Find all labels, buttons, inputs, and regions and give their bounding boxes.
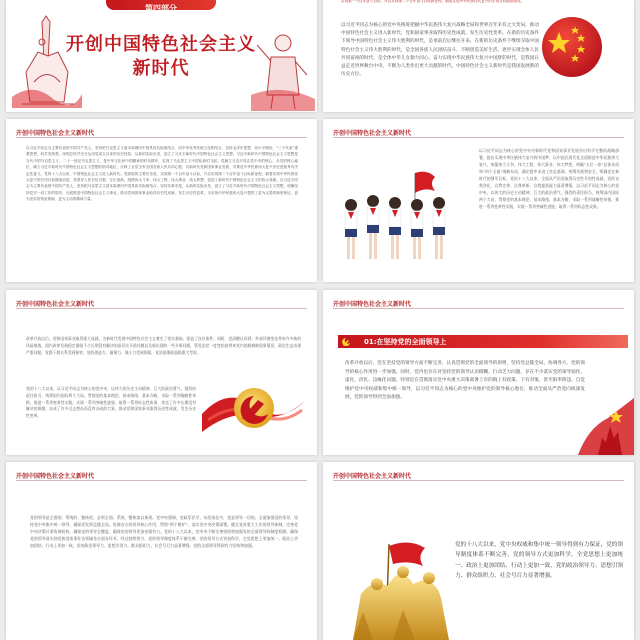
section-bar-01 (338, 335, 628, 348)
section-header: 开创中国特色社会主义新时代 (16, 130, 95, 137)
cover-banner-text: 第四部分 (145, 4, 177, 13)
slide-thought-text (6, 119, 317, 282)
young-pioneers-illustration (335, 167, 465, 272)
slide2-body: 以习近平同志为核心的党中央统筹把握中华民族伟大复兴战略全局和世界百年未有之大变局，推动中国特色社会主义进入新时代，党和国家事业取得历史性成就、发生历史性变革。在新的历史条件下领导中国特色社会主义伟大胜利的时代，是承前启后继往开来、在新的历史条件下继续夺取中国特色社会主义伟大胜利的时代，是全国各族人民团结奋斗、不断创造美好生活、逐步实现全体人民共同富裕的时代，是全体中华儿女勠力同心、奋力实现中华民族伟大复兴中国梦的时代，是我国日益走近世界舞台中央、不断为人类作出更大贡献的时代。中国特色社会主义新时代是我国发展新的历史方位。 (341, 23, 539, 78)
flag-corner-bottom-right (568, 398, 634, 455)
section-header: 开创中国特色社会主义新时代 (333, 473, 412, 480)
slide2-top-text: 实现第一个百年奋斗目标、开启实现第二个百年奋斗目标新征程、朝着实现中华民族伟大复兴的宏伟目标继续前进。 (341, 0, 525, 3)
slide-youth-pioneers (323, 119, 634, 282)
section-header: 开创中国特色社会主义新时代 (333, 301, 412, 308)
slide5-body2: 党的十八大以来，以习近平同志为核心的党中央，以伟大的历史主动精神、巨大的政治勇气、强烈的责任担当，统筹国内国际两个大局，贯彻党的基本理论、基本路线、基本方略，采取一系列战略性举措，推进一系列变革性实践，实现一系列突破性进展，取得一系列标志性成果，攻克了许多长期没有解决的难题，办成了许多过去想办而没有办成的大事，推动党和国家事业取得历史性成就、发生历史性变革。 (26, 386, 196, 419)
cover-banner (106, 0, 216, 13)
slide8-body: 党的十八大以来，党中央权威和集中统一领导得到有力保证，党的领导制度体系不断完善，党的领导方式更加科学，全党思想上更加统一、政治上更加团结、行动上更加一致，党的政治领导力、思想引领力、群众组织力、社会号召力显著增强。 (455, 542, 623, 580)
hammer-sickle-icon (341, 337, 351, 347)
slide3-body: 以习近平同志为主要代表的中国共产党人，坚持把马克思主义基本原理同中国具体实际相结合、同中华优秀传统文化相结合，坚持毛泽东思想、邓小平理论、“三个代表”重要思想、科学发展观，深刻总结并充分运用党成立以来的历史经验，从新的实际出发，创立了习近平新时代中国特色社会主义思想。习近平新时代中国特色社会主义思想是当代中国马克思主义、二十一世纪马克思主义，是中华文化和中国精神的时代精华，实现了马克思主义中国化新的飞跃。党确立习近平同志党中央的核心、全党的核心地位，确立习近平新时代中国特色社会主义思想的指导地位，反映了全党全军全国各族人民共同心愿，对新时代党和国家事业发展、对推进中华民族伟大复兴历史进程具有决定性意义。党的十八大以来，中国特色社会主义进入新时代。党面临的主要任务是，实现第一个百年奋斗目标，开启实现第二个百年奋斗目标新征程，朝着实现中华民族伟大复兴的宏伟目标继续前进。党领导人民自信自强、守正创新，统揽伟大斗争、伟大工程、伟大事业、伟大梦想，创造了新时代中国特色社会主义的伟大成就。以习近平同志为主要代表的中国共产党人，坚持把马克思主义基本原理同中国具体实际相结合，坚持实事求是，从新的实际出发，创立了习近平新时代中国特色社会主义思想，明确坚持党对一切工作的领导，全面推进中国特色社会主义事业，推动党和国家事业取得历史性成就、发生历史性变革，为实现中华民族伟大复兴提供了更为完善的制度保证、更为坚实的物质基础、更为主动的精神力量。 (26, 146, 298, 202)
soldier-illustration-right (251, 25, 315, 111)
golden-monument-statue-illustration (333, 532, 463, 640)
cover-title-line1: 开创中国特色社会主义 (66, 34, 256, 55)
party-emblem-ribbon-illustration (198, 376, 308, 446)
section-bar-title: 01:在坚持党的全面领导上 (364, 338, 447, 346)
slide4-body: 以习近平同志为核心的党中央对新时代党和国家事业发展作出科学完整的战略部署，提出实现中华民族伟大复兴的中国梦，以中国式现代化全面推进中华民族伟大复兴，统揽伟大斗争、伟大工程、伟大事业、伟大梦想，明确“五位一体”总体布局和“四个全面”战略布局，确定稳中求进工作总基调，统筹发展和安全，明确党在新时代的强军目标。党的十八大以来，全面从严治党取得历史性开创性成就，党的自我净化、自我完善、自我革新、自我提高能力显著增强。以习近平同志为核心的党中央，以伟大的历史主动精神、巨大的政治勇气、强烈的责任担当，统筹国内国际两个大局，贯彻党的基本理论、基本路线、基本方略，采取一系列战略性举措，推进一系列变革性实践，实现一系列突破性进展，取得一系列标志性成果。 (479, 148, 619, 209)
slide-leadership-text (6, 462, 317, 640)
china-flag-icon (537, 12, 607, 82)
slide-monument-text (323, 462, 634, 640)
slide-cover (6, 0, 317, 112)
slide-new-era-text (323, 0, 634, 112)
cover-title-line2: 新时代 (132, 58, 190, 79)
section-header: 开创中国特色社会主义新时代 (333, 130, 412, 137)
slide-reform-text (6, 290, 317, 455)
section-header: 开创中国特色社会主义新时代 (16, 301, 95, 308)
section-header: 开创中国特色社会主义新时代 (16, 473, 95, 480)
slide6-body: 改革开放以后，党在坚持党的领导方面不断完善、认真贯彻党的全面领导的原则，坚持党总揽全局、协调各方，党的领导的核心作用进一步加强。同时，党内也存在对坚持党的领导认识模糊、行动乏力问题，存在不少落实党的领导弱化、虚化、淡化、边缘化问题。特别是在贯彻落实党中央重大决策部署上有的搞上有政策、下有对策，甚至阳奉阴违。自觉维护党中央权威和集中统一领导，以习近平同志为核心的党中央维护党的领导核心地位，推动全面从严治党向纵深发展，党的领导得到全面加强。 (345, 361, 585, 401)
slide7-body: 党的领导是全面的、系统的、整体的，必须全面、系统、整体加以体现。党中央强调，党政军民学，东西南北中，党是领导一切的。全面加强党的领导，坚持党中央集中统一领导，确保党发挥总揽全局、协调各方的领导核心作用，贯彻“两个维护”，落实党中央决策部署。健全党对重大工作的领导体制，完善党中央决策议事协调机构，确保党的领导全覆盖，确保党的领导更加坚强有力。党的十八大以来，党中央不断完善坚持和加强党的全面领导的制度机制，确保党的领导落实到党和国家事业各领域各方面各环节。经过持续努力，党的领导制度体系不断完善，党的领导方式更加科学，全党思想上更加统一、政治上更加团结、行动上更加一致，党的政治领导力、思想引领力、群众组织力、社会号召力显著增强，党的全面领导得到有力坚持和加强。 (30, 515, 298, 548)
slide5-body: 改革开放以后，党和国家事业取得重大成就，为新时代发展中国特色社会主义奠定了坚实基础、创造了良好条件。同时，党清醒认识到，外部环境变化带来许多新的风险挑战，国内改革发展稳定面临不少长期没有解决的深层次矛盾问题以及新出现的一些矛盾问题，管党治党一度宽松软带来党内消极腐败现象蔓延、政治生态出现严重问题，党群干群关系受到损害，党的创造力、凝聚力、战斗力受到削弱，党治国理政面临重大考验。 (26, 336, 301, 355)
